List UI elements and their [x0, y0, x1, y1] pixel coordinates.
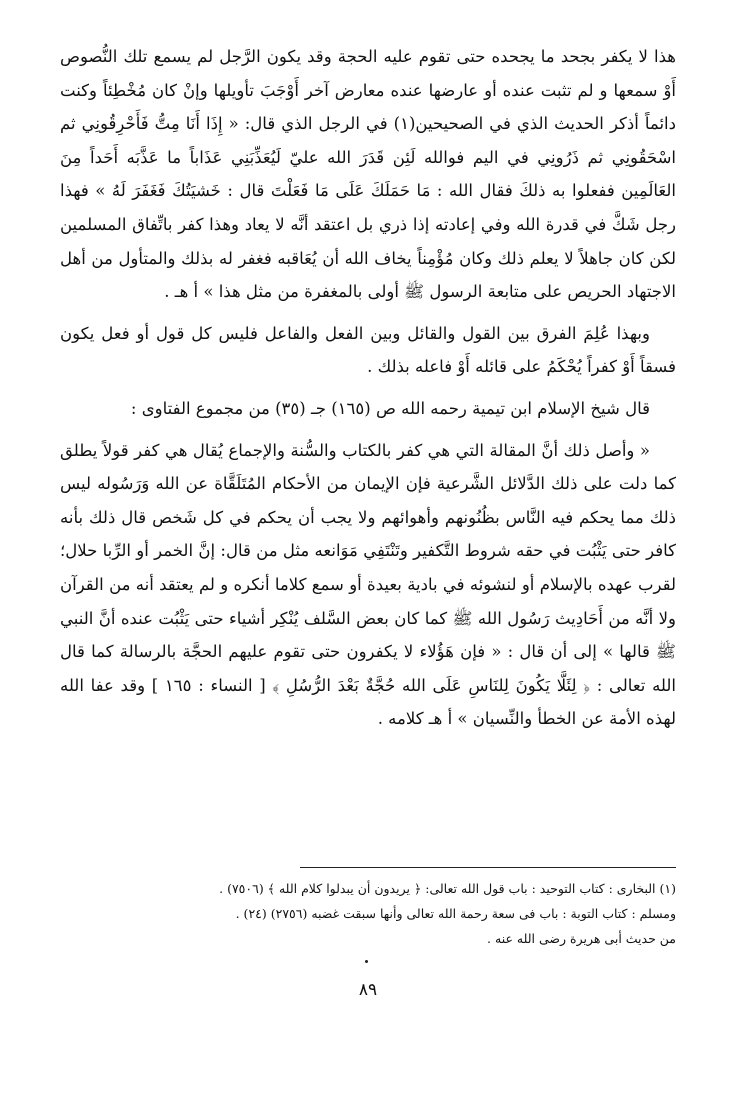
footnotes	[60, 876, 676, 951]
paragraph-citation-intro: قال شيخ الإسلام ابن تيمية رحمه الله ص (١٦٥) جـ (٣٥) من مجموع الفتاوى :	[130, 398, 650, 418]
footnote-line: من حديث أبى هريرة رضى الله عنه .	[487, 931, 676, 946]
paragraph-quotation: « وأصل ذلك أنَّ المقالة التي هي كفر بالكتاب والسُّنة والإجماع يُقال هي كفر قولاً يطلق كما دلت على ذلك الدَّلائل الشَّرعية فإن الإيمان من الأحكام المُتَلَقَّاة عن الله وَرَسُوله ليس ذلك مما يحكم فيه النَّاس بظُنُونهم وأهوائهم ولا يجب أن يحكم في كل شَخص قال ذلك بأنه كافر حتى يَثْبُت في حقه شروط التَّكفير وتَنْتَفِي مَوَانعه مثل من قال: إنَّ الخمر أو الرِّبا حلال؛ لقرب عهده بالإسلام أو لنشوئه في بادية بعيدة أو سمع كلاما أنكره و لم يعتقد أنه من القرآن ولا أنَّه من أَحَادِيث رَسُول الله ﷺ كما كان بعض السَّلف يُنْكِر أشياء حتى يَثْبُت عنده أنَّ النبي ﷺ قالها » إلى أن قال : « فإن هَؤُلاء لا يكفرون حتى تقوم عليهم الحجَّة بالرسالة كما قال الله تعالى : ﴿ لِئَلَّا يَكُونَ لِلنَاسِ عَلَى الله حُجَّةٌ بَعْدَ الرُّسُلِ ﴾ [ النساء : ١٦٥ ] وقد عفا الله لهذه الأمة عن الخطأ والنِّسيان » أ هـ كلامه .	[60, 440, 676, 729]
paragraph-opening: هذا لا يكفر بجحد ما يجحده حتى تقوم عليه الحجة وقد يكون الرَّجل لم يسمع تلك النُّصوص أَوْ سمعها و لم تثبت عنده أو عارضها عنده معارض آخر أَوْجَبَ تأويلها وإنْ كان مُخْطِئاً وكنت دائماً أذكر الحديث الذي في الصحيحين(١) في الرجل الذي قال: « إِذَا أَنَا مِتُّ فَأَحْرِقُونِي ثم اسْحَقُونِي ثم ذَرُونِي في اليم فوالله لَئِن قَدَرَ الله عليّ لَيُعَذِّبَنِي عَذَاباً ما عَذَّبَه أَحَداً مِنَ العَالَمِين ففعلوا به ذلكَ فقال الله : مَا حَمَلَكَ عَلَى مَا فَعَلْتَ قال : خَشيَتُكَ فَغَفَرَ لَهُ » فهذا رجل شَكَّ في قدرة الله وفي إعادته إذا ذري بل اعتقد أنَّه لا يعاد وهذا كفر باتِّفاق المسلمين لكن كان جاهلاً لا يعلم ذلك وكان مُؤْمِناً يخاف الله أن يُعَاقبه فغفر له بذلك والمتأول من أهل الاجتهاد الحريص على متابعة الرسول ﷺ أولى بالمغفرة من مثل هذا » أ هـ .	[60, 47, 676, 302]
footnote-divider	[300, 867, 676, 868]
footnote-dot	[365, 960, 368, 963]
footnote-line: ومسلم : كتاب التوبة : باب فى سعة رحمة الله تعالى وأنها سبقت غضبه (٢٧٥٦) (٢٤) .	[235, 906, 676, 921]
footnote-line: (١) البخارى : كتاب التوحيد : باب قول الله تعالى: ﴿ يريدون أن يبدلوا كلام الله ﴾ (٧٥٠٦) .	[219, 881, 676, 896]
paragraph-distinction: وبهذا عُلِمَ الفرق بين القول والقائل وبين الفعل والفاعل فليس كل قول أو فعل يكون فسقاً أَوْ كفراً يُحْكَمُ على قائله أَوْ فاعله بذلك .	[60, 323, 676, 377]
page-number: ٨٩	[358, 980, 378, 1000]
main-text	[60, 40, 676, 736]
